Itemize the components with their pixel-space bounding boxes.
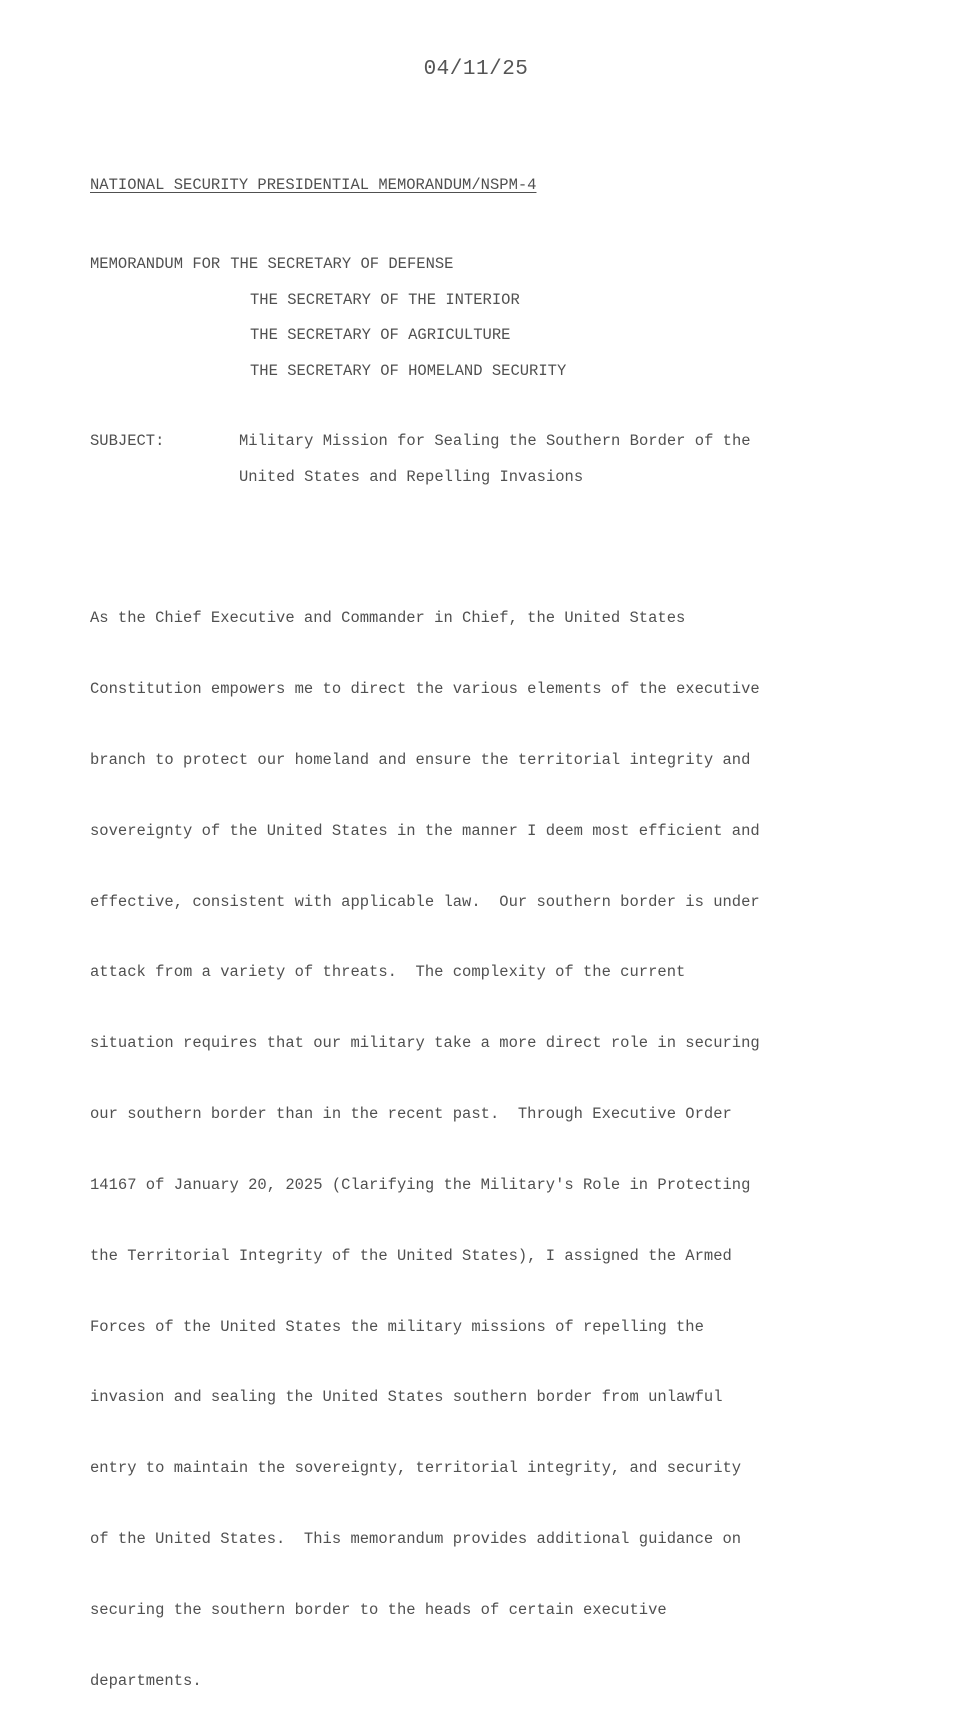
body-line: our southern border than in the recent past. Through Executive Order <box>90 1105 732 1124</box>
recipient: THE SECRETARY OF HOMELAND SECURITY <box>250 361 567 380</box>
body-line: entry to maintain the sovereignty, territorial integrity, and security <box>90 1459 742 1478</box>
body-line: securing the southern border to the heads of certain executive <box>90 1600 667 1619</box>
body-line: Constitution empowers me to direct the various elements of the executive <box>90 680 760 699</box>
memorandum-row <box>90 354 566 390</box>
document-date: 04/11/25 <box>423 58 529 81</box>
subject-line: Military Mission for Sealing the Southern Border of the <box>239 432 751 450</box>
recipient: THE SECRETARY OF AGRICULTURE <box>250 326 511 344</box>
body-line: departments. <box>90 1671 202 1690</box>
body-line: Forces of the United States the military missions of repelling the <box>90 1317 704 1336</box>
recipient: THE SECRETARY OF DEFENSE <box>230 255 454 273</box>
memorandum-recipients-block <box>90 247 566 389</box>
subject-text <box>239 424 859 495</box>
subject-block <box>90 424 859 495</box>
body-line: As the Chief Executive and Commander in Chief, the United States <box>90 609 686 628</box>
body-line: 14167 of January 20, 2025 (Clarifying the Military's Role in Protecting <box>90 1175 751 1194</box>
body-line: sovereignty of the United States in the manner I deem most efficient and <box>90 821 760 840</box>
recipient: THE SECRETARY OF THE INTERIOR <box>250 290 520 309</box>
subject-label: SUBJECT: <box>90 432 165 450</box>
memorandum-label: MEMORANDUM FOR <box>90 255 221 273</box>
body-paragraph <box>90 566 870 1734</box>
body-line: situation requires that our military take a more direct role in securing <box>90 1034 760 1053</box>
body-line: invasion and sealing the United States southern border from unlawful <box>90 1388 723 1407</box>
body-line: effective, consistent with applicable law. Our southern border is under <box>90 892 760 911</box>
document-title: NATIONAL SECURITY PRESIDENTIAL MEMORANDUM/NSPM-4 <box>90 176 537 194</box>
body-line: branch to protect our homeland and ensure the territorial integrity and <box>90 751 751 770</box>
body-line: attack from a variety of threats. The complexity of the current <box>90 963 686 982</box>
subject-line: United States and Repelling Invasions <box>239 467 584 486</box>
memorandum-row <box>90 247 566 283</box>
memorandum-row <box>90 318 566 354</box>
body-line: the Territorial Integrity of the United States), I assigned the Armed <box>90 1246 732 1265</box>
body-line: of the United States. This memorandum provides additional guidance on <box>90 1529 742 1548</box>
memorandum-row <box>90 283 566 319</box>
